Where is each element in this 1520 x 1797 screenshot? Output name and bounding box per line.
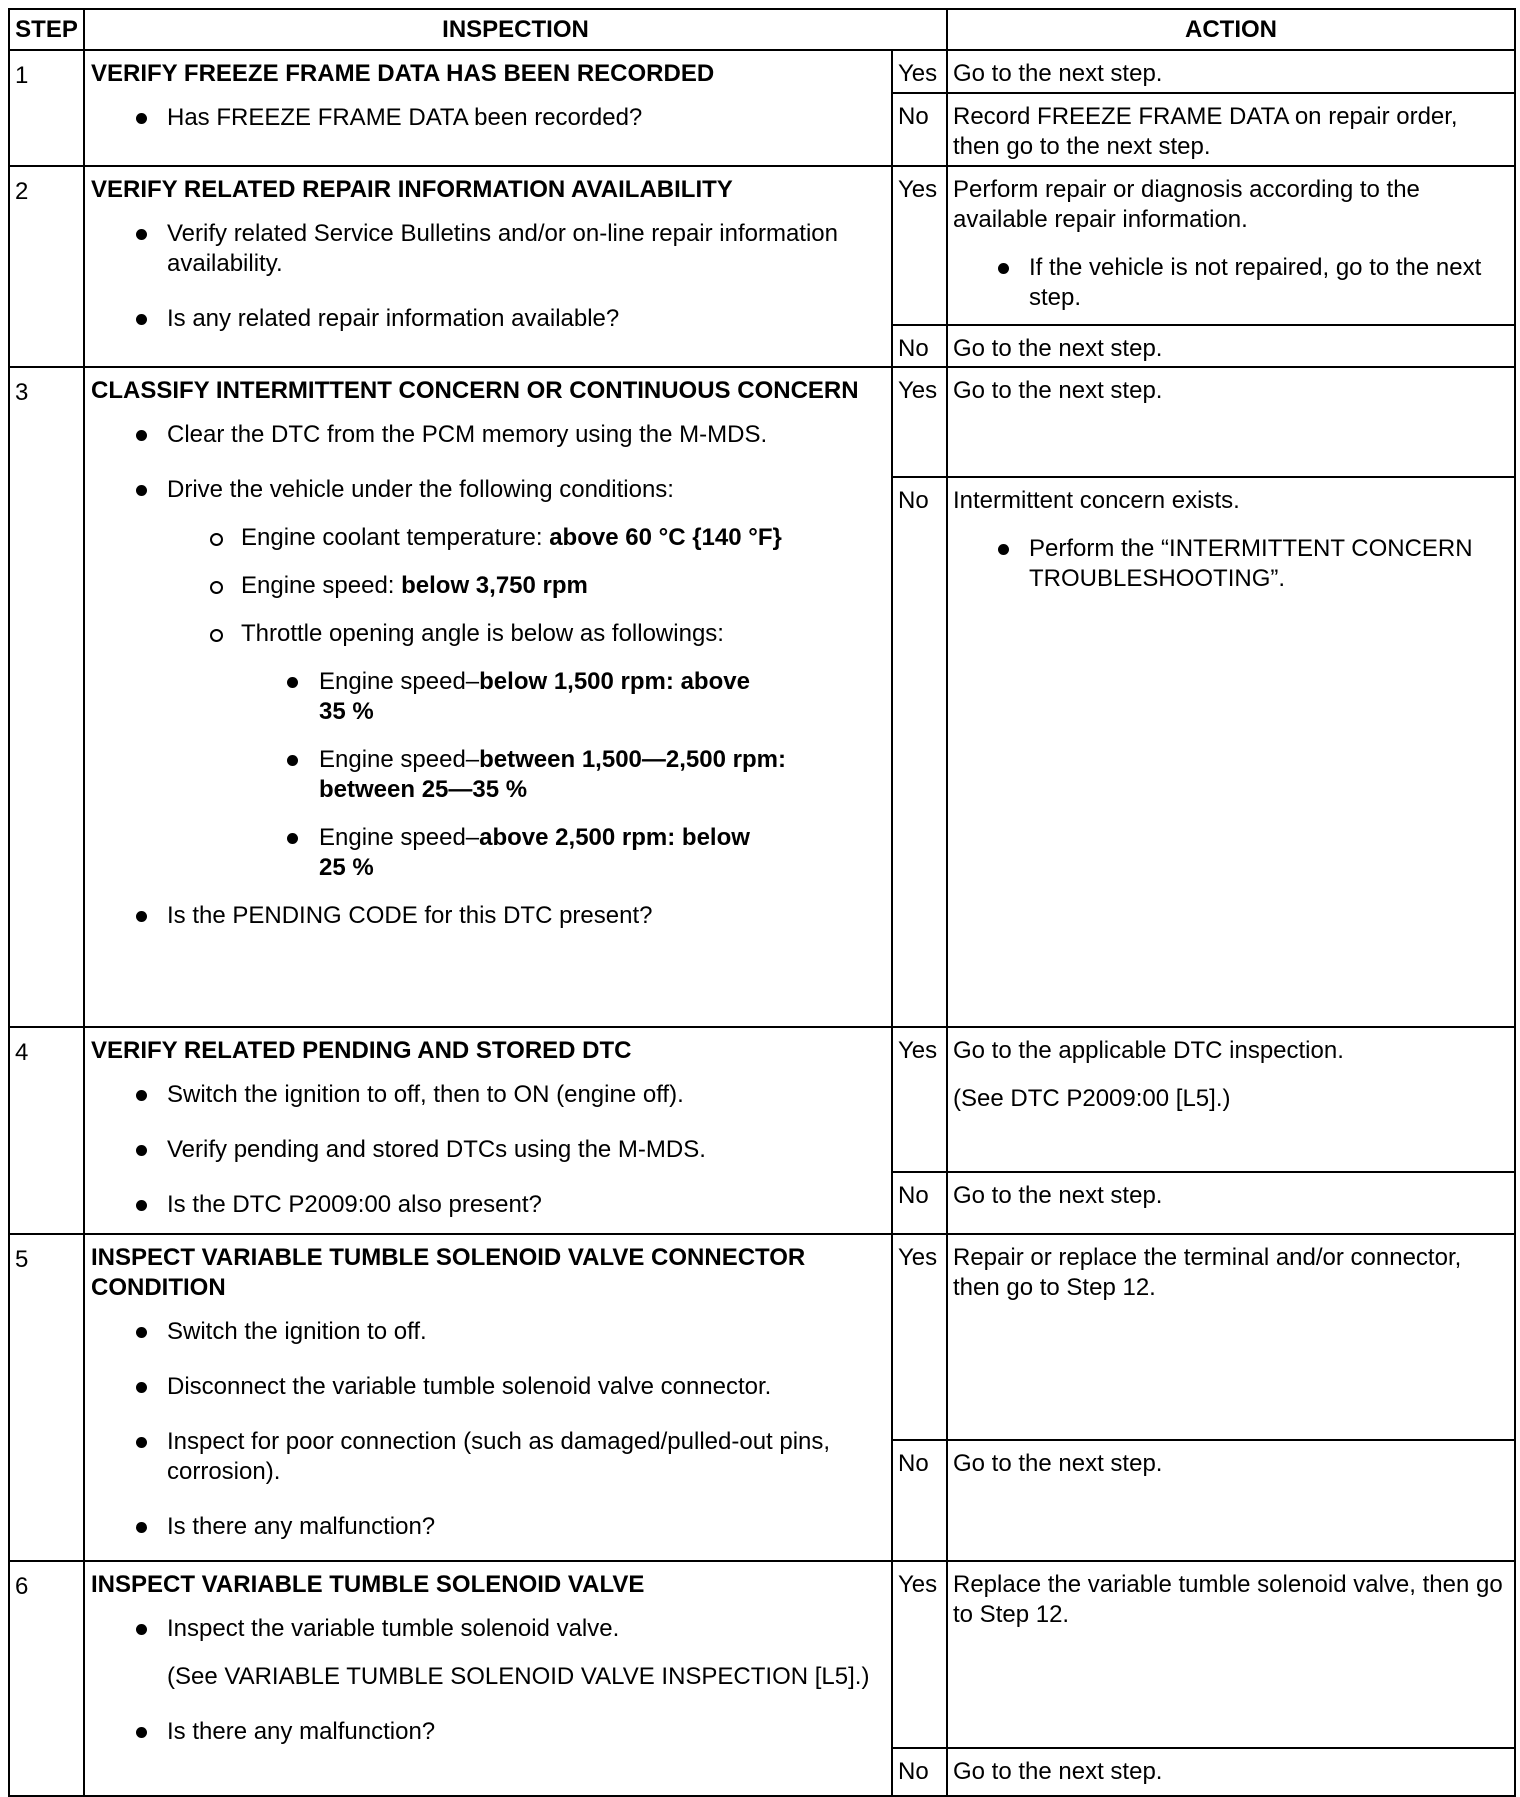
dtc-reference: (See DTC P2009:00 [L5].) xyxy=(953,1085,1231,1112)
yes-label: Yes xyxy=(892,1027,947,1172)
step-6-inspection xyxy=(84,1561,892,1796)
yes-action-text: Go to the applicable DTC inspection. xyxy=(953,1037,1344,1064)
step-number: 3 xyxy=(9,367,84,1027)
yes-action: Go to the next step. xyxy=(947,367,1515,477)
inspection-bullet: Disconnect the variable tumble solenoid valve connector. xyxy=(91,1372,883,1402)
no-action: Go to the next step. xyxy=(947,1172,1515,1234)
step-title: CLASSIFY INTERMITTENT CONCERN OR CONTINUOUS CONCERN xyxy=(91,377,859,404)
step-3-inspection xyxy=(84,367,892,1027)
inspection-bullet: Switch the ignition to off, then to ON (engine off). xyxy=(91,1080,883,1110)
inspection-bullet: Switch the ignition to off. xyxy=(91,1317,883,1347)
no-label: No xyxy=(892,1440,947,1561)
step-5-row-yes xyxy=(9,1234,1515,1440)
no-action xyxy=(947,477,1515,1027)
condition-item: Engine speed: below 3,750 rpm xyxy=(91,571,883,601)
yes-label: Yes xyxy=(892,166,947,325)
step-number: 4 xyxy=(9,1027,84,1234)
condition-item: Engine coolant temperature: above 60 °C {140 °F} xyxy=(91,523,883,553)
step-title: INSPECT VARIABLE TUMBLE SOLENOID VALVE xyxy=(91,1571,645,1598)
yes-action: Go to the next step. xyxy=(947,50,1515,93)
inspection-bullet: Clear the DTC from the PCM memory using the M-MDS. xyxy=(91,420,883,450)
no-label: No xyxy=(892,1172,947,1234)
inspection-bullet: Is any related repair information available? xyxy=(91,304,883,334)
yes-action xyxy=(947,166,1515,325)
inspection-bullet: Drive the vehicle under the following conditions: xyxy=(91,475,883,505)
inspection-reference: (See VARIABLE TUMBLE SOLENOID VALVE INSPECTION [L5].) xyxy=(167,1663,870,1690)
step-number: 2 xyxy=(9,166,84,367)
step-title: VERIFY RELATED REPAIR INFORMATION AVAILABILITY xyxy=(91,176,733,203)
inspection-bullet: Is there any malfunction? xyxy=(91,1512,883,1542)
header-step: STEP xyxy=(9,9,84,50)
yes-label: Yes xyxy=(892,50,947,93)
yes-action-text: Perform repair or diagnosis according to the available repair information. xyxy=(953,176,1420,233)
step-title: VERIFY FREEZE FRAME DATA HAS BEEN RECORDED xyxy=(91,60,715,87)
diagnostic-procedure-table xyxy=(8,8,1516,1797)
no-action: Go to the next step. xyxy=(947,1748,1515,1796)
header-row xyxy=(9,9,1515,50)
no-label: No xyxy=(892,477,947,1027)
condition-item: Throttle opening angle is below as followings: xyxy=(91,619,883,649)
no-action: Record FREEZE FRAME DATA on repair order, then go to the next step. xyxy=(947,93,1515,166)
yes-action: Replace the variable tumble solenoid valve, then go to Step 12. xyxy=(947,1561,1515,1748)
step-number: 5 xyxy=(9,1234,84,1561)
inspection-bullet: Is there any malfunction? xyxy=(91,1717,883,1747)
inspection-bullet: Inspect for poor connection (such as damaged/pulled-out pins, corrosion). xyxy=(91,1427,883,1487)
sub-condition-item: Engine speed–above 2,500 rpm: below 25 % xyxy=(91,823,779,883)
sub-condition-item: Engine speed–between 1,500—2,500 rpm: between 25—35 % xyxy=(91,745,819,805)
step-6-row-yes xyxy=(9,1561,1515,1748)
yes-label: Yes xyxy=(892,1561,947,1748)
no-action-text: Intermittent concern exists. xyxy=(953,487,1240,514)
step-2-inspection xyxy=(84,166,892,367)
step-title: INSPECT VARIABLE TUMBLE SOLENOID VALVE CONNECTOR CONDITION xyxy=(91,1244,806,1301)
step-3-row-yes xyxy=(9,367,1515,477)
header-action: ACTION xyxy=(947,9,1515,50)
step-number: 1 xyxy=(9,50,84,166)
no-action: Go to the next step. xyxy=(947,325,1515,367)
inspection-bullet: Has FREEZE FRAME DATA been recorded? xyxy=(91,103,883,133)
no-action: Go to the next step. xyxy=(947,1440,1515,1561)
action-bullet: Perform the “INTERMITTENT CONCERN TROUBLESHOOTING”. xyxy=(953,534,1504,594)
inspection-bullet: Is the PENDING CODE for this DTC present? xyxy=(91,901,883,931)
step-4-row-yes xyxy=(9,1027,1515,1172)
no-label: No xyxy=(892,325,947,367)
yes-action xyxy=(947,1027,1515,1172)
yes-label: Yes xyxy=(892,1234,947,1440)
header-inspection: INSPECTION xyxy=(84,9,947,50)
no-label: No xyxy=(892,93,947,166)
inspection-bullet: Verify related Service Bulletins and/or on-line repair information availability. xyxy=(91,219,883,279)
yes-action: Repair or replace the terminal and/or connector, then go to Step 12. xyxy=(947,1234,1515,1440)
step-2-row-yes xyxy=(9,166,1515,325)
inspection-bullet: Verify pending and stored DTCs using the M-MDS. xyxy=(91,1135,883,1165)
step-1-inspection xyxy=(84,50,892,166)
step-4-inspection xyxy=(84,1027,892,1234)
yes-label: Yes xyxy=(892,367,947,477)
step-number: 6 xyxy=(9,1561,84,1796)
step-5-inspection xyxy=(84,1234,892,1561)
inspection-bullet: Is the DTC P2009:00 also present? xyxy=(91,1190,883,1220)
step-title: VERIFY RELATED PENDING AND STORED DTC xyxy=(91,1037,632,1064)
inspection-bullet: Inspect the variable tumble solenoid valve. xyxy=(91,1614,883,1644)
action-bullet: If the vehicle is not repaired, go to the next step. xyxy=(953,253,1504,313)
step-1-row-yes xyxy=(9,50,1515,93)
sub-condition-item: Engine speed–below 1,500 rpm: above 35 % xyxy=(91,667,779,727)
no-label: No xyxy=(892,1748,947,1796)
